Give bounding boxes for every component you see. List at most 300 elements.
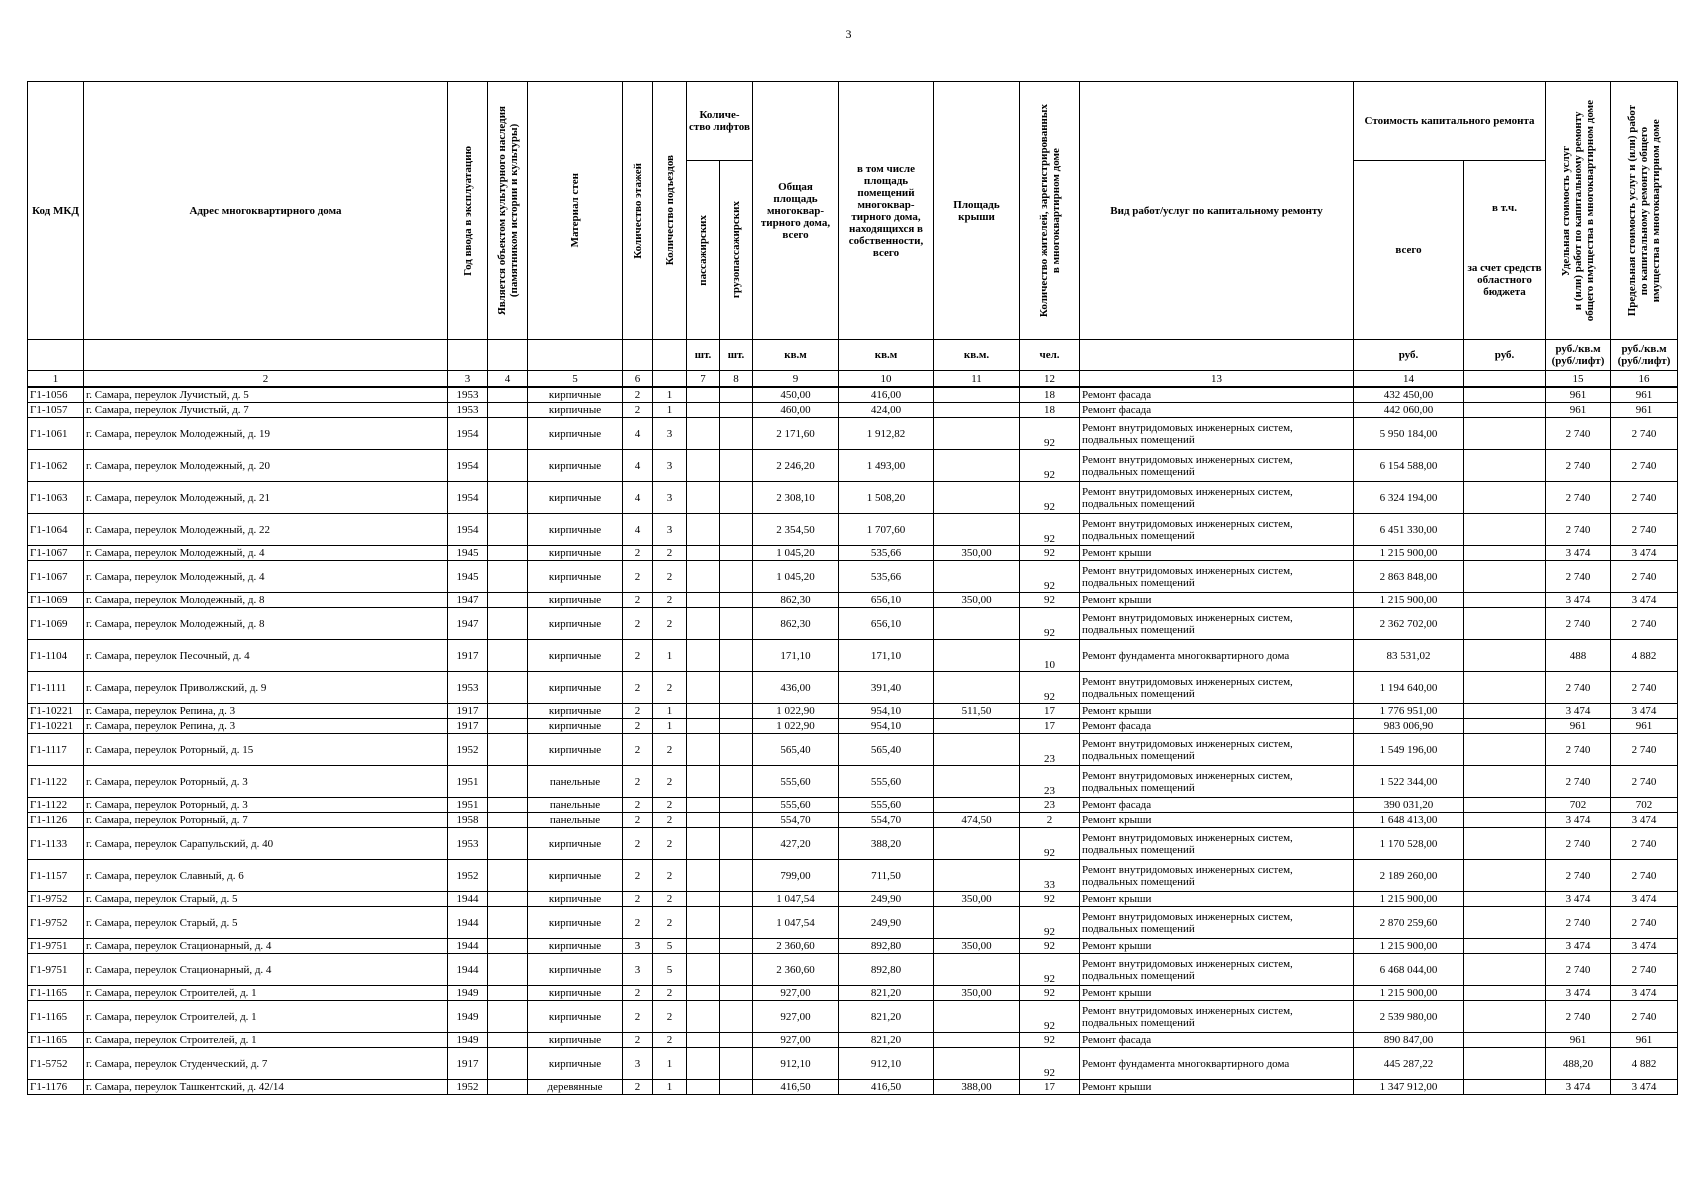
cell-cost-regional — [1464, 1048, 1546, 1080]
cell-cost-regional — [1464, 608, 1546, 640]
cell-address: г. Самара, переулок Приволжский, д. 9 — [84, 672, 448, 704]
cell-roof-area — [934, 418, 1020, 450]
cell-unit-cost: 3 474 — [1546, 939, 1611, 954]
table-row — [28, 608, 1678, 640]
cell-address: г. Самара, переулок Молодежный, д. 8 — [84, 593, 448, 608]
cell-residents: 17 — [1020, 719, 1080, 734]
cell-cost-total: 1 648 413,00 — [1354, 813, 1464, 828]
cell-work: Ремонт крыши — [1080, 986, 1354, 1001]
cell-passenger-elevators — [687, 860, 720, 892]
header-regional-label: за счет средств областного бюджета — [1467, 262, 1542, 298]
cell-material: кирпичные — [528, 734, 623, 766]
cell-cost-total: 983 006,90 — [1354, 719, 1464, 734]
table-row — [28, 1048, 1678, 1080]
cell-year: 1953 — [448, 828, 488, 860]
cell-work: Ремонт крыши — [1080, 546, 1354, 561]
cell-code: Г1-1122 — [28, 766, 84, 798]
cell-heritage — [488, 828, 528, 860]
cell-entrances: 2 — [653, 546, 687, 561]
header-code: Код МКД — [28, 82, 84, 340]
table-row — [28, 1001, 1678, 1033]
table-row — [28, 403, 1678, 418]
cell-owned-area: 954,10 — [839, 704, 934, 719]
unit-sqm: кв.м — [753, 340, 839, 371]
cell-max-cost: 961 — [1611, 387, 1678, 403]
cell-max-cost: 961 — [1611, 719, 1678, 734]
cell-freight-elevators — [720, 907, 753, 939]
cell-code: Г1-10221 — [28, 719, 84, 734]
cell-entrances: 2 — [653, 608, 687, 640]
cell-max-cost: 2 740 — [1611, 561, 1678, 593]
cell-owned-area: 565,40 — [839, 734, 934, 766]
header-freight: грузопассажирских — [720, 161, 753, 340]
cell-floors: 2 — [623, 719, 653, 734]
cell-cost-total: 890 847,00 — [1354, 1033, 1464, 1048]
unit-sqm: кв.м — [839, 340, 934, 371]
column-number: 11 — [934, 371, 1020, 388]
cell-floors: 2 — [623, 813, 653, 828]
cell-floors: 2 — [623, 892, 653, 907]
cell-unit-cost: 2 740 — [1546, 608, 1611, 640]
cell-unit-cost: 2 740 — [1546, 907, 1611, 939]
cell-address: г. Самара, переулок Лучистый, д. 7 — [84, 403, 448, 418]
unit-pcs: шт. — [720, 340, 753, 371]
cell-total-area: 555,60 — [753, 766, 839, 798]
cell-passenger-elevators — [687, 892, 720, 907]
header-floors: Количество этажей — [623, 82, 653, 340]
cell-heritage — [488, 418, 528, 450]
cell-code: Г1-1056 — [28, 387, 84, 403]
cell-code: Г1-1061 — [28, 418, 84, 450]
header-cost: Стоимость капитального ремонта — [1354, 82, 1546, 161]
cell-year: 1917 — [448, 704, 488, 719]
cell-residents: 92 — [1020, 608, 1080, 640]
cell-owned-area: 821,20 — [839, 1033, 934, 1048]
cell-floors: 2 — [623, 798, 653, 813]
cell-roof-area — [934, 672, 1020, 704]
cell-freight-elevators — [720, 482, 753, 514]
cell-unit-cost: 2 740 — [1546, 766, 1611, 798]
cell-work: Ремонт фасада — [1080, 798, 1354, 813]
cell-roof-area — [934, 387, 1020, 403]
column-number: 10 — [839, 371, 934, 388]
cell-material: кирпичные — [528, 593, 623, 608]
cell-unit-cost: 2 740 — [1546, 514, 1611, 546]
column-numbers-row — [28, 371, 1678, 388]
table-row — [28, 766, 1678, 798]
cell-cost-regional — [1464, 828, 1546, 860]
table-row — [28, 813, 1678, 828]
cell-entrances: 2 — [653, 1033, 687, 1048]
table-row — [28, 1033, 1678, 1048]
cell-owned-area: 535,66 — [839, 561, 934, 593]
cell-roof-area: 350,00 — [934, 986, 1020, 1001]
cell-owned-area: 892,80 — [839, 954, 934, 986]
cell-residents: 92 — [1020, 561, 1080, 593]
cell-unit-cost: 702 — [1546, 798, 1611, 813]
cell-total-area: 1 045,20 — [753, 561, 839, 593]
cell-unit-cost: 2 740 — [1546, 450, 1611, 482]
cell-material: кирпичные — [528, 418, 623, 450]
column-number: 15 — [1546, 371, 1611, 388]
cell-residents: 92 — [1020, 1001, 1080, 1033]
cell-total-area: 554,70 — [753, 813, 839, 828]
cell-residents: 92 — [1020, 514, 1080, 546]
cell-work: Ремонт внутридомовых инженерных систем, подвальных помещений — [1080, 672, 1354, 704]
cell-passenger-elevators — [687, 403, 720, 418]
unit-blank — [488, 340, 528, 371]
cell-entrances: 1 — [653, 1080, 687, 1095]
header-residents: Количество жителей, зарегистрированных в многоквартирном доме — [1020, 82, 1080, 340]
table-row — [28, 561, 1678, 593]
unit-people: чел. — [1020, 340, 1080, 371]
header-address: Адрес многоквартирного дома — [84, 82, 448, 340]
cell-cost-regional — [1464, 546, 1546, 561]
header-owned-area: в том числе площадь помещений многоквар-тирного дома, находящихся в собственности, всего — [839, 82, 934, 340]
cell-passenger-elevators — [687, 734, 720, 766]
cell-passenger-elevators — [687, 719, 720, 734]
cell-cost-regional — [1464, 672, 1546, 704]
cell-unit-cost: 2 740 — [1546, 561, 1611, 593]
cell-material: кирпичные — [528, 450, 623, 482]
cell-material: кирпичные — [528, 704, 623, 719]
cell-roof-area — [934, 608, 1020, 640]
cell-passenger-elevators — [687, 828, 720, 860]
cell-total-area: 799,00 — [753, 860, 839, 892]
cell-entrances: 2 — [653, 828, 687, 860]
cell-roof-area — [934, 907, 1020, 939]
cell-heritage — [488, 892, 528, 907]
cell-max-cost: 2 740 — [1611, 418, 1678, 450]
cell-cost-total: 6 468 044,00 — [1354, 954, 1464, 986]
header-roof-area: Площадь крыши — [934, 82, 1020, 340]
cell-total-area: 1 045,20 — [753, 546, 839, 561]
cell-floors: 2 — [623, 640, 653, 672]
cell-total-area: 927,00 — [753, 1033, 839, 1048]
cell-residents: 33 — [1020, 860, 1080, 892]
cell-max-cost: 3 474 — [1611, 813, 1678, 828]
cell-residents: 92 — [1020, 1048, 1080, 1080]
cell-year: 1954 — [448, 482, 488, 514]
cell-year: 1949 — [448, 986, 488, 1001]
column-number: 16 — [1611, 371, 1678, 388]
cell-unit-cost: 3 474 — [1546, 892, 1611, 907]
cell-freight-elevators — [720, 1080, 753, 1095]
cell-work: Ремонт внутридомовых инженерных систем, подвальных помещений — [1080, 860, 1354, 892]
cell-year: 1917 — [448, 640, 488, 672]
cell-passenger-elevators — [687, 561, 720, 593]
cell-cost-total: 83 531,02 — [1354, 640, 1464, 672]
cell-work: Ремонт внутридомовых инженерных систем, подвальных помещений — [1080, 608, 1354, 640]
cell-total-area: 555,60 — [753, 798, 839, 813]
cell-owned-area: 171,10 — [839, 640, 934, 672]
table-row — [28, 986, 1678, 1001]
cell-floors: 2 — [623, 907, 653, 939]
cell-address: г. Самара, переулок Молодежный, д. 4 — [84, 561, 448, 593]
cell-max-cost: 4 882 — [1611, 640, 1678, 672]
cell-address: г. Самара, переулок Песочный, д. 4 — [84, 640, 448, 672]
cell-address: г. Самара, переулок Студенческий, д. 7 — [84, 1048, 448, 1080]
unit-blank — [528, 340, 623, 371]
cell-roof-area — [934, 640, 1020, 672]
cell-freight-elevators — [720, 514, 753, 546]
cell-code: Г1-1069 — [28, 593, 84, 608]
cell-heritage — [488, 482, 528, 514]
cell-floors: 3 — [623, 954, 653, 986]
cell-cost-regional — [1464, 860, 1546, 892]
cell-year: 1949 — [448, 1033, 488, 1048]
cell-unit-cost: 2 740 — [1546, 860, 1611, 892]
cell-cost-total: 445 287,22 — [1354, 1048, 1464, 1080]
cell-total-area: 2 308,10 — [753, 482, 839, 514]
cell-year: 1953 — [448, 387, 488, 403]
cell-residents: 92 — [1020, 593, 1080, 608]
cell-code: Г1-1069 — [28, 608, 84, 640]
cell-floors: 2 — [623, 1001, 653, 1033]
cell-roof-area — [934, 798, 1020, 813]
cell-max-cost: 2 740 — [1611, 766, 1678, 798]
cell-heritage — [488, 546, 528, 561]
cell-max-cost: 2 740 — [1611, 954, 1678, 986]
cell-cost-total: 390 031,20 — [1354, 798, 1464, 813]
cell-material: кирпичные — [528, 892, 623, 907]
cell-year: 1944 — [448, 954, 488, 986]
column-number: 5 — [528, 371, 623, 388]
header-elevators: Количе-ство лифтов — [687, 82, 753, 161]
cell-cost-regional — [1464, 514, 1546, 546]
cell-residents: 92 — [1020, 954, 1080, 986]
cell-residents: 92 — [1020, 546, 1080, 561]
cell-residents: 2 — [1020, 813, 1080, 828]
cell-max-cost: 2 740 — [1611, 860, 1678, 892]
cell-freight-elevators — [720, 954, 753, 986]
cell-owned-area: 249,90 — [839, 907, 934, 939]
cell-code: Г1-1157 — [28, 860, 84, 892]
cell-heritage — [488, 734, 528, 766]
cell-total-area: 862,30 — [753, 593, 839, 608]
cell-owned-area: 1 493,00 — [839, 450, 934, 482]
cell-year: 1952 — [448, 1080, 488, 1095]
cell-roof-area — [934, 450, 1020, 482]
cell-work: Ремонт крыши — [1080, 892, 1354, 907]
cell-owned-area: 554,70 — [839, 813, 934, 828]
cell-cost-total: 1 215 900,00 — [1354, 593, 1464, 608]
cell-passenger-elevators — [687, 1001, 720, 1033]
cell-total-area: 460,00 — [753, 403, 839, 418]
cell-entrances: 3 — [653, 514, 687, 546]
cell-residents: 17 — [1020, 704, 1080, 719]
cell-total-area: 862,30 — [753, 608, 839, 640]
cell-floors: 2 — [623, 608, 653, 640]
cell-floors: 2 — [623, 561, 653, 593]
column-number: 9 — [753, 371, 839, 388]
cell-residents: 23 — [1020, 766, 1080, 798]
cell-passenger-elevators — [687, 766, 720, 798]
cell-address: г. Самара, переулок Роторный, д. 3 — [84, 798, 448, 813]
cell-entrances: 2 — [653, 813, 687, 828]
cell-work: Ремонт внутридомовых инженерных систем, подвальных помещений — [1080, 954, 1354, 986]
header-max-cost: Предельная стоимость услуг и (или) работ по капитальному ремонту общего имущества в многоквартирном доме — [1611, 82, 1678, 340]
table-row — [28, 640, 1678, 672]
cell-cost-regional — [1464, 450, 1546, 482]
column-number: 12 — [1020, 371, 1080, 388]
cell-freight-elevators — [720, 403, 753, 418]
table-row — [28, 892, 1678, 907]
cell-freight-elevators — [720, 828, 753, 860]
cell-unit-cost: 3 474 — [1546, 704, 1611, 719]
cell-floors: 2 — [623, 828, 653, 860]
cell-address: г. Самара, переулок Молодежный, д. 20 — [84, 450, 448, 482]
cell-cost-total: 1 215 900,00 — [1354, 546, 1464, 561]
cell-material: кирпичные — [528, 608, 623, 640]
cell-address: г. Самара, переулок Сарапульский, д. 40 — [84, 828, 448, 860]
cell-residents: 18 — [1020, 387, 1080, 403]
cell-heritage — [488, 860, 528, 892]
cell-heritage — [488, 640, 528, 672]
cell-cost-regional — [1464, 939, 1546, 954]
cell-address: г. Самара, переулок Ташкентский, д. 42/14 — [84, 1080, 448, 1095]
cell-entrances: 1 — [653, 640, 687, 672]
unit-blank — [1080, 340, 1354, 371]
cell-cost-regional — [1464, 986, 1546, 1001]
table-row — [28, 672, 1678, 704]
cell-max-cost: 3 474 — [1611, 704, 1678, 719]
cell-passenger-elevators — [687, 986, 720, 1001]
cell-owned-area: 249,90 — [839, 892, 934, 907]
cell-floors: 4 — [623, 514, 653, 546]
header-passenger: пассажирских — [687, 161, 720, 340]
cell-entrances: 3 — [653, 482, 687, 514]
cell-owned-area: 555,60 — [839, 766, 934, 798]
cell-cost-regional — [1464, 907, 1546, 939]
cell-owned-area: 1 508,20 — [839, 482, 934, 514]
column-number: 4 — [488, 371, 528, 388]
table-row — [28, 387, 1678, 403]
cell-code: Г1-1122 — [28, 798, 84, 813]
cell-max-cost: 961 — [1611, 403, 1678, 418]
cell-material: кирпичные — [528, 860, 623, 892]
cell-work: Ремонт фасада — [1080, 387, 1354, 403]
unit-blank — [448, 340, 488, 371]
cell-floors: 2 — [623, 734, 653, 766]
cell-floors: 3 — [623, 1048, 653, 1080]
cell-heritage — [488, 387, 528, 403]
header-work: Вид работ/услуг по капитальному ремонту — [1080, 82, 1354, 340]
cell-passenger-elevators — [687, 450, 720, 482]
cell-material: кирпичные — [528, 907, 623, 939]
cell-work: Ремонт крыши — [1080, 593, 1354, 608]
cell-unit-cost: 2 740 — [1546, 482, 1611, 514]
cell-entrances: 1 — [653, 403, 687, 418]
cell-freight-elevators — [720, 640, 753, 672]
cell-code: Г1-1067 — [28, 546, 84, 561]
cell-passenger-elevators — [687, 482, 720, 514]
cell-material: кирпичные — [528, 719, 623, 734]
cell-cost-regional — [1464, 593, 1546, 608]
cell-passenger-elevators — [687, 593, 720, 608]
cell-heritage — [488, 561, 528, 593]
cell-cost-total: 6 451 330,00 — [1354, 514, 1464, 546]
cell-max-cost: 2 740 — [1611, 514, 1678, 546]
cell-year: 1949 — [448, 1001, 488, 1033]
cell-roof-area — [934, 734, 1020, 766]
cell-work: Ремонт внутридомовых инженерных систем, подвальных помещений — [1080, 450, 1354, 482]
cell-residents: 92 — [1020, 672, 1080, 704]
cell-work: Ремонт внутридомовых инженерных систем, подвальных помещений — [1080, 766, 1354, 798]
cell-max-cost: 3 474 — [1611, 939, 1678, 954]
cell-max-cost: 3 474 — [1611, 1080, 1678, 1095]
cell-cost-total: 1 194 640,00 — [1354, 672, 1464, 704]
cell-year: 1954 — [448, 450, 488, 482]
cell-address: г. Самара, переулок Молодежный, д. 22 — [84, 514, 448, 546]
cell-material: кирпичные — [528, 1033, 623, 1048]
header-regional — [1464, 161, 1546, 340]
cell-floors: 2 — [623, 766, 653, 798]
cell-code: Г1-1165 — [28, 1033, 84, 1048]
cell-heritage — [488, 719, 528, 734]
cell-address: г. Самара, переулок Молодежный, д. 21 — [84, 482, 448, 514]
cell-heritage — [488, 1080, 528, 1095]
cell-total-area: 1 022,90 — [753, 704, 839, 719]
cell-code: Г1-1063 — [28, 482, 84, 514]
cell-heritage — [488, 1048, 528, 1080]
cell-work: Ремонт внутридомовых инженерных систем, подвальных помещений — [1080, 418, 1354, 450]
cell-code: Г1-1133 — [28, 828, 84, 860]
table-row — [28, 418, 1678, 450]
cell-code: Г1-1104 — [28, 640, 84, 672]
cell-work: Ремонт внутридомовых инженерных систем, подвальных помещений — [1080, 828, 1354, 860]
header-unit-cost: Удельная стоимость услуг и (или) работ по капитальному ремонту общего имущества в многоквартирном доме — [1546, 82, 1611, 340]
column-number — [1464, 371, 1546, 388]
column-number: 6 — [623, 371, 653, 388]
header-material: Материал стен — [528, 82, 623, 340]
cell-work: Ремонт фундамента многоквартирного дома — [1080, 640, 1354, 672]
cell-address: г. Самара, переулок Репина, д. 3 — [84, 719, 448, 734]
cell-freight-elevators — [720, 766, 753, 798]
cell-max-cost: 2 740 — [1611, 734, 1678, 766]
cell-freight-elevators — [720, 1033, 753, 1048]
column-number: 13 — [1080, 371, 1354, 388]
unit-rate: руб./кв.м (руб/лифт) — [1611, 340, 1678, 371]
cell-passenger-elevators — [687, 514, 720, 546]
cell-material: кирпичные — [528, 986, 623, 1001]
cell-owned-area: 391,40 — [839, 672, 934, 704]
cell-passenger-elevators — [687, 907, 720, 939]
cell-cost-total: 1 776 951,00 — [1354, 704, 1464, 719]
cell-heritage — [488, 813, 528, 828]
cell-unit-cost: 961 — [1546, 1033, 1611, 1048]
cell-floors: 4 — [623, 482, 653, 514]
cell-code: Г1-5752 — [28, 1048, 84, 1080]
cell-entrances: 2 — [653, 798, 687, 813]
cell-total-area: 2 354,50 — [753, 514, 839, 546]
cell-residents: 92 — [1020, 892, 1080, 907]
unit-blank — [653, 340, 687, 371]
cell-entrances: 1 — [653, 1048, 687, 1080]
cell-work: Ремонт фасада — [1080, 403, 1354, 418]
cell-heritage — [488, 672, 528, 704]
cell-total-area: 436,00 — [753, 672, 839, 704]
cell-freight-elevators — [720, 593, 753, 608]
cell-unit-cost: 3 474 — [1546, 1080, 1611, 1095]
cell-roof-area: 511,50 — [934, 704, 1020, 719]
cell-cost-total: 2 189 260,00 — [1354, 860, 1464, 892]
cell-max-cost: 2 740 — [1611, 828, 1678, 860]
cell-owned-area: 656,10 — [839, 608, 934, 640]
cell-total-area: 927,00 — [753, 986, 839, 1001]
cell-code: Г1-9752 — [28, 907, 84, 939]
cell-total-area: 450,00 — [753, 387, 839, 403]
